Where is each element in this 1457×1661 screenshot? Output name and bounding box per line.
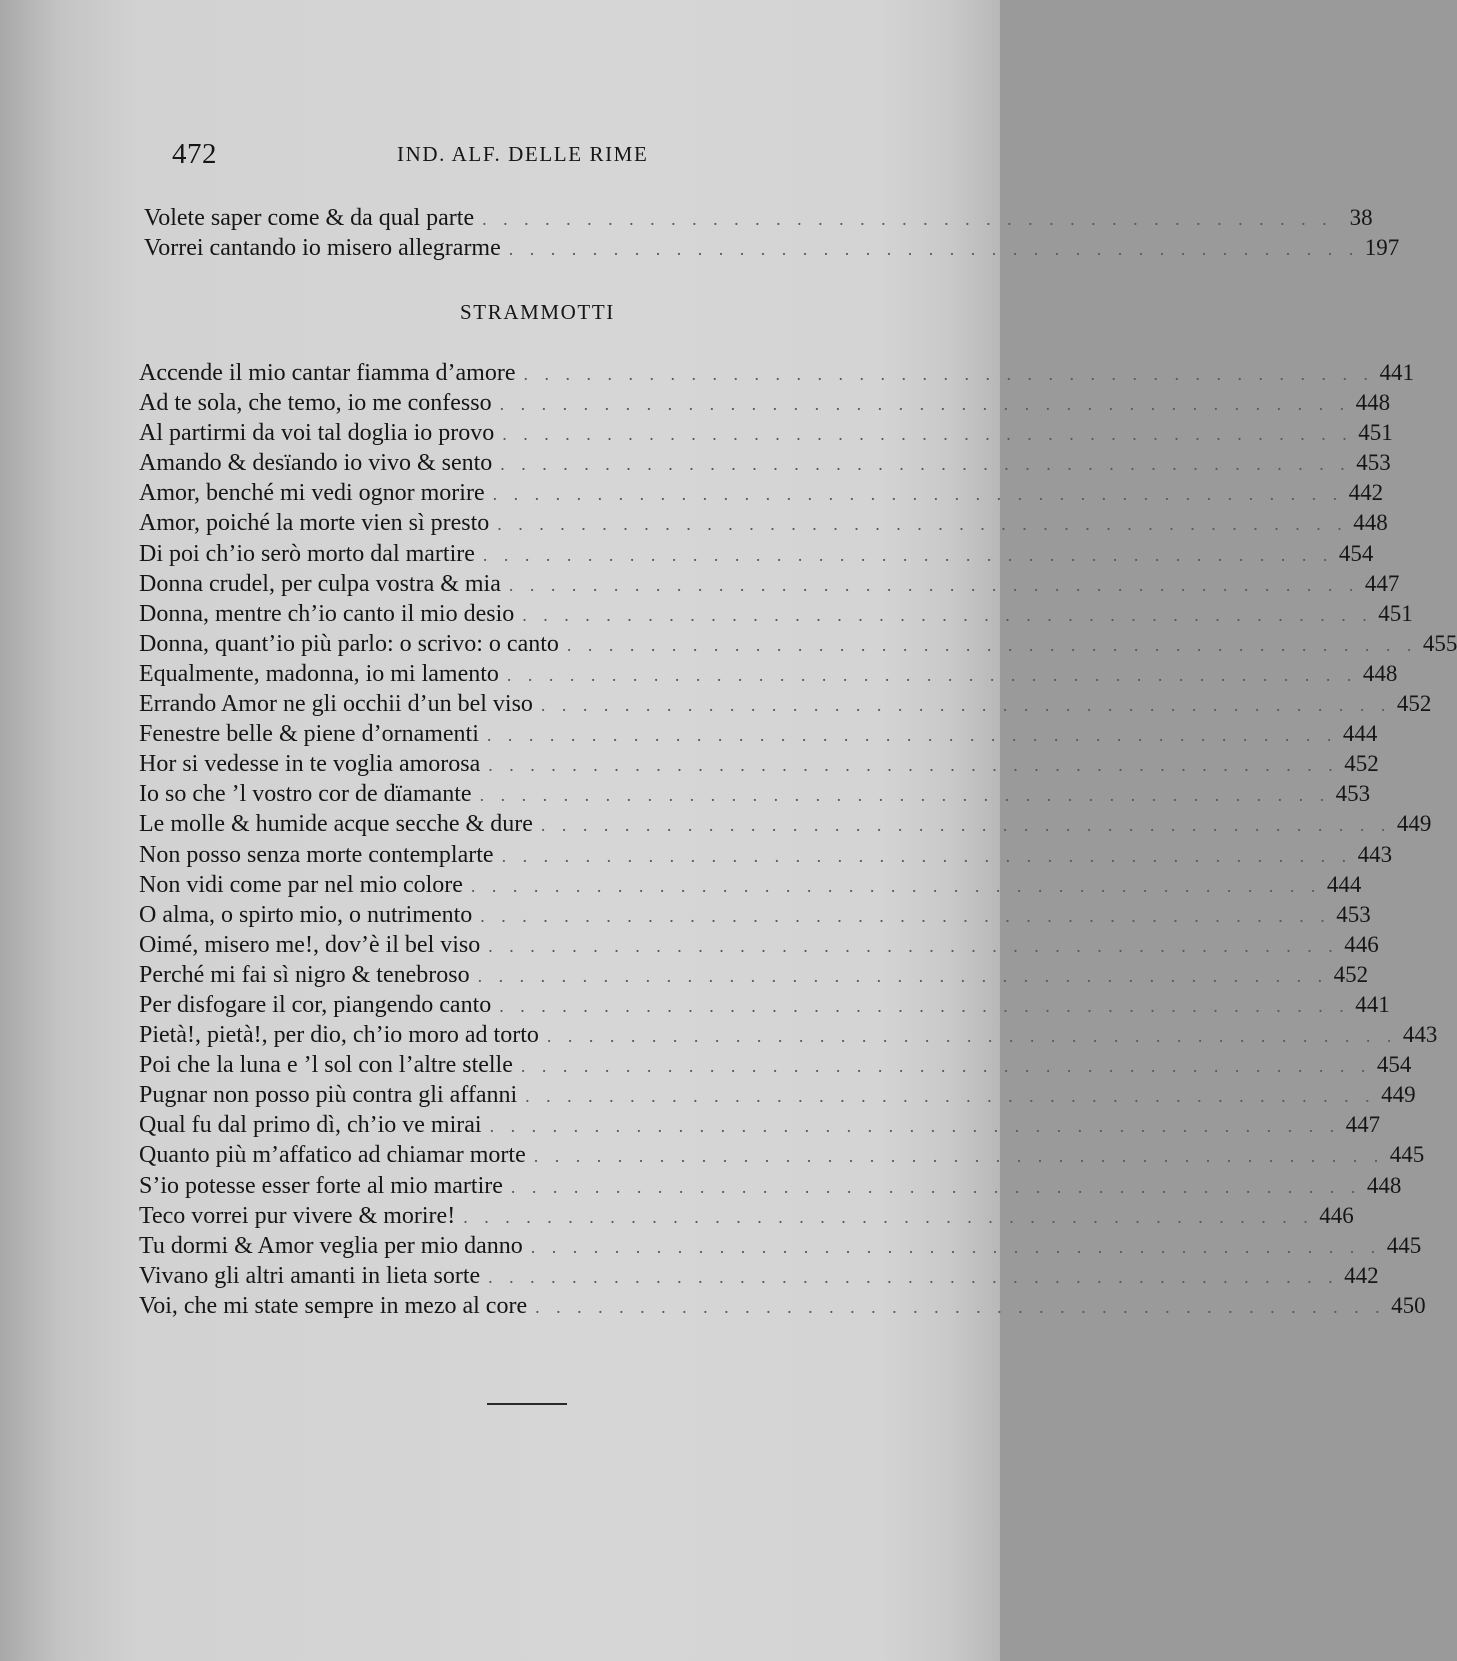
leader-dots: . . . . . . . . . . . . . . . . . . . . . . . . . . . . . . . . . . . . . . . . . xyxy=(479,785,1331,806)
leader-dots: . . . . . . . . . . . . . . . . . . . . . . . . . . . . . . . . . . . . . . . . . xyxy=(477,965,1329,986)
leader-dots: . . . . . . . . . . . . . . . . . . . . . . . . . . . . . . . . . . . . . . . . . xyxy=(530,1236,1382,1257)
entry-first-line: Teco vorrei pur vivere & morire! xyxy=(139,1202,456,1229)
entry-first-line: Poi che la luna e ’l sol con l’altre stelle xyxy=(139,1052,513,1079)
index-entry xyxy=(139,1080,1416,1110)
entry-page-number: 445 xyxy=(1389,1142,1425,1168)
entry-page-number: 447 xyxy=(1364,570,1400,596)
leader-dots: . . . . . . . . . . . . . . . . . . . . . . . . . . . . . . . . . . . . . . . . . xyxy=(488,1266,1339,1287)
index-entry xyxy=(139,1291,1426,1321)
entry-page-number: 38 xyxy=(1349,205,1373,230)
leader-dots: . . . . . . . . . . . . . . . . . . . . . . . . . . . . . . . . . . . . . . . . . xyxy=(500,454,1351,475)
entry-page-number: 447 xyxy=(1345,1112,1381,1138)
leader-dots: . . . . . . . . . . . . . . . . . . . . . . . . . . . . . . . . . . . . . . . . . xyxy=(497,514,1348,535)
leader-dots: . . . . . . . . . . . . . . . . . . . . . . . . . . . . . . . . . . . . . . . . . xyxy=(566,634,1418,655)
entry-first-line: Fenestre belle & piene d’ornamenti xyxy=(139,721,479,748)
entry-page-number: 448 xyxy=(1353,510,1388,536)
leader-dots: . . . . . . . . . . . . . . . . . . . . . . . . . . . . . . . . . . . . . . . . . xyxy=(506,664,1358,685)
leader-dots: . . . . . . . . . . . . . . . . . . . . . . . . . . . . . . . . . . . . . . . . . xyxy=(523,364,1374,384)
entry-page-number: 445 xyxy=(1386,1232,1422,1258)
entry-page-number: 446 xyxy=(1344,931,1379,957)
index-entry xyxy=(139,508,1388,538)
index-entry xyxy=(139,599,1413,629)
entry-first-line: Io so che ’l vostro cor de dïamante xyxy=(139,781,472,808)
leader-dots: . . . . . . . . . . . . . . . . . . . . . . . . . . . . . . . . . . . . . . . . . xyxy=(502,424,1353,445)
entry-page-number: 444 xyxy=(1342,721,1378,747)
index-entry xyxy=(139,1050,1412,1080)
leader-dots: . . . . . . . . . . . . . . . . . . . . . . . . . . . . . . . . . . . . . . . . . xyxy=(499,995,1350,1016)
leader-dots: . . . . . . . . . . . . . . . . . . . . . . . . . . . . . . . . . . . . . . . . . xyxy=(492,484,1344,505)
closing-rule xyxy=(487,1403,567,1405)
index-entry xyxy=(139,388,1391,418)
entry-first-line: Tu dormi & Amor veglia per mio danno xyxy=(139,1232,523,1259)
index-entry xyxy=(139,1201,1354,1231)
leader-dots: . . . . . . . . . . . . . . . . . . . . . . . . . . . . . . . . . . . . . . . . . xyxy=(522,604,1373,625)
index-entry xyxy=(139,659,1398,689)
index-entry xyxy=(139,870,1362,900)
entry-page-number: 197 xyxy=(1364,235,1400,261)
page-number: 472 xyxy=(172,138,217,170)
leader-dots: . . . . . . . . . . . . . . . . . . . . . . . . . . . . . . . . . . . . . . . . . xyxy=(510,1176,1362,1197)
leader-dots: . . . . . . . . . . . . . . . . . . . . . . . . . . . . . . . . . . . . . . . . . xyxy=(540,695,1392,716)
entry-page-number: 452 xyxy=(1333,961,1369,987)
index-entry xyxy=(139,448,1391,478)
leader-dots: . . . . . . . . . . . . . . . . . . . . . . . . . . . . . . . . . . . . . . . . . xyxy=(482,544,1334,565)
entry-first-line: Per disfogare il cor, piangendo canto xyxy=(139,991,492,1018)
index-entry xyxy=(139,1110,1381,1140)
entry-page-number: 441 xyxy=(1379,360,1414,385)
entry-page-number: 451 xyxy=(1358,420,1393,446)
page-header xyxy=(172,138,812,178)
entry-page-number: 455 xyxy=(1422,630,1457,656)
index-entry xyxy=(139,358,1414,388)
entry-page-number: 441 xyxy=(1355,991,1390,1017)
entry-first-line: Vivano gli altri amanti in lieta sorte xyxy=(139,1262,481,1289)
entry-first-line: Quanto più m’affatico ad chiamar morte xyxy=(139,1142,526,1169)
index-entry xyxy=(139,930,1379,960)
index-entry xyxy=(139,1020,1438,1050)
leader-dots: . . . . . . . . . . . . . . . . . . . . . . . . . . . . . . . . . . . . . . . . . xyxy=(488,935,1339,956)
entry-first-line: Pugnar non posso più contra gli affanni xyxy=(139,1082,518,1109)
index-entry xyxy=(139,629,1457,659)
entry-page-number: 453 xyxy=(1356,450,1391,476)
leader-dots: . . . . . . . . . . . . . . . . . . . . . . . . . . . . . . . . . . . . . . . . . xyxy=(508,574,1360,595)
section-title: STRAMMOTTI xyxy=(460,300,615,324)
index-entry xyxy=(139,569,1400,599)
entry-first-line: Amor, poiché la morte vien sì presto xyxy=(139,510,490,537)
entry-page-number: 454 xyxy=(1338,540,1374,566)
index-entry xyxy=(139,1261,1379,1291)
entry-first-line: Pietà!, pietà!, per dio, ch’io moro ad torto xyxy=(139,1022,539,1049)
index-entry xyxy=(139,689,1432,719)
index-entry xyxy=(139,960,1369,990)
index-entry xyxy=(139,1171,1402,1201)
entry-first-line: Donna, mentre ch’io canto il mio desio xyxy=(139,600,515,627)
index-entry xyxy=(139,749,1379,779)
entry-first-line: Amor, benché mi vedi ognor morire xyxy=(139,480,485,507)
entry-first-line: Amando & desïando io vivo & sento xyxy=(139,450,493,477)
index-entry xyxy=(139,719,1378,749)
entry-first-line: Accende il mio cantar fiamma d’amore xyxy=(139,360,516,386)
entry-first-line: Volete saper come & da qual parte xyxy=(144,205,475,231)
entry-first-line: Errando Amor ne gli occhii d’un bel viso xyxy=(139,691,533,718)
entry-page-number: 442 xyxy=(1348,480,1384,506)
index-entry xyxy=(139,900,1371,930)
leader-dots: . . . . . . . . . . . . . . . . . . . . . . . . . . . . . . . . . . . . . . . . . xyxy=(499,394,1351,415)
leader-dots: . . . . . . . . . . . . . . . . . . . . . . . . . . . . . . . . . . . . . . . . . xyxy=(470,875,1322,896)
entry-page-number: 444 xyxy=(1326,871,1362,897)
entry-first-line: Donna, quant’io più parlo: o scrivo: o canto xyxy=(139,630,559,657)
entry-page-number: 453 xyxy=(1336,901,1371,927)
leader-dots: . . . . . . . . . . . . . . . . . . . . . . . . . . . . . . . . . . . . . . . . . xyxy=(546,1026,1398,1047)
entry-first-line: Donna crudel, per culpa vostra & mia xyxy=(139,570,501,597)
leader-dots: . . . . . . . . . . . . . . . . . . . . . . . . . . . . . . . . . . . . . . . . . xyxy=(525,1086,1376,1107)
entry-first-line: Di poi ch’io serò morto dal martire xyxy=(139,540,475,567)
index-entry xyxy=(139,779,1371,809)
entry-page-number: 452 xyxy=(1396,691,1432,717)
entry-page-number: 443 xyxy=(1357,841,1393,867)
entry-page-number: 454 xyxy=(1376,1052,1412,1078)
entry-page-number: 453 xyxy=(1335,781,1371,807)
index-entry xyxy=(139,478,1384,508)
entry-first-line: Equalmente, madonna, io mi lamento xyxy=(139,660,499,687)
entry-first-line: Ad te sola, che temo, io me confesso xyxy=(139,390,492,417)
entry-first-line: Non vidi come par nel mio colore xyxy=(139,871,463,898)
entry-page-number: 450 xyxy=(1391,1292,1426,1318)
entry-first-line: Vorrei cantando io misero allegrarme xyxy=(144,235,501,262)
entry-page-number: 442 xyxy=(1344,1262,1379,1288)
entry-page-number: 448 xyxy=(1362,660,1398,686)
leader-dots: . . . . . . . . . . . . . . . . . . . . . . . . . . . . . . . . . . . . . . . . . xyxy=(535,1296,1386,1317)
entry-first-line: Oimé, misero me!, dov’è il bel viso xyxy=(139,931,481,958)
index-entry xyxy=(144,233,1400,263)
entry-first-line: S’io potesse esser forte al mio martire xyxy=(139,1172,503,1199)
leader-dots: . . . . . . . . . . . . . . . . . . . . . . . . . . . . . . . . . . . . . . . . . xyxy=(486,725,1338,746)
entry-page-number: 451 xyxy=(1378,600,1413,626)
entry-page-number: 448 xyxy=(1366,1172,1402,1198)
entry-first-line: Non posso senza morte contemplarte xyxy=(139,841,494,868)
leader-dots: . . . . . . . . . . . . . . . . . . . . . . . . . . . . . . . . . . . . . . . . . xyxy=(508,239,1360,260)
leader-dots: . . . . . . . . . . . . . . . . . . . . . . . . . . . . . . . . . . . . . . . . . xyxy=(463,1206,1314,1227)
leader-dots: . . . . . . . . . . . . . . . . . . . . . . . . . . . . . . . . . . . . . . . . . xyxy=(520,1056,1372,1077)
running-title: IND. ALF. DELLE RIME xyxy=(397,142,649,166)
index-entry xyxy=(139,809,1432,839)
index-list-strammotti xyxy=(139,358,1457,1321)
entry-first-line: Voi, che mi state sempre in mezo al core xyxy=(139,1292,528,1319)
entry-page-number: 448 xyxy=(1355,390,1391,416)
entry-page-number: 449 xyxy=(1396,811,1432,837)
leader-dots: . . . . . . . . . . . . . . . . . . . . . . . . . . . . . . . . . . . . . . . . . xyxy=(489,1116,1341,1137)
leader-dots: . . . . . . . . . . . . . . . . . . . . . . . . . . . . . . . . . . . . . . . . . xyxy=(482,209,1333,229)
leader-dots: . . . . . . . . . . . . . . . . . . . . . . . . . . . . . . . . . . . . . . . . . xyxy=(488,755,1339,776)
index-entry xyxy=(139,990,1390,1020)
entry-page-number: 446 xyxy=(1319,1202,1354,1228)
index-entry xyxy=(139,418,1393,448)
index-entry xyxy=(139,1140,1425,1170)
entry-page-number: 449 xyxy=(1381,1082,1416,1108)
index-entry xyxy=(139,1231,1422,1261)
entry-page-number: 443 xyxy=(1402,1022,1438,1048)
index-list-continued xyxy=(144,203,1400,263)
entry-page-number: 452 xyxy=(1344,751,1379,777)
leader-dots: . . . . . . . . . . . . . . . . . . . . . . . . . . . . . . . . . . . . . . . . . xyxy=(533,1146,1385,1167)
index-entry xyxy=(139,539,1374,569)
entry-first-line: O alma, o spirto mio, o nutrimento xyxy=(139,901,473,928)
entry-first-line: Le molle & humide acque secche & dure xyxy=(139,811,533,838)
index-entry xyxy=(144,203,1373,233)
leader-dots: . . . . . . . . . . . . . . . . . . . . . . . . . . . . . . . . . . . . . . . . . xyxy=(501,845,1353,866)
leader-dots: . . . . . . . . . . . . . . . . . . . . . . . . . . . . . . . . . . . . . . . . . xyxy=(540,815,1392,836)
entry-first-line: Hor si vedesse in te voglia amorosa xyxy=(139,751,481,778)
entry-first-line: Qual fu dal primo dì, ch’io ve mirai xyxy=(139,1112,482,1139)
entry-first-line: Perché mi fai sì nigro & tenebroso xyxy=(139,961,470,988)
leader-dots: . . . . . . . . . . . . . . . . . . . . . . . . . . . . . . . . . . . . . . . . . xyxy=(480,905,1331,926)
entry-first-line: Al partirmi da voi tal doglia io provo xyxy=(139,420,495,447)
index-entry xyxy=(139,840,1393,870)
